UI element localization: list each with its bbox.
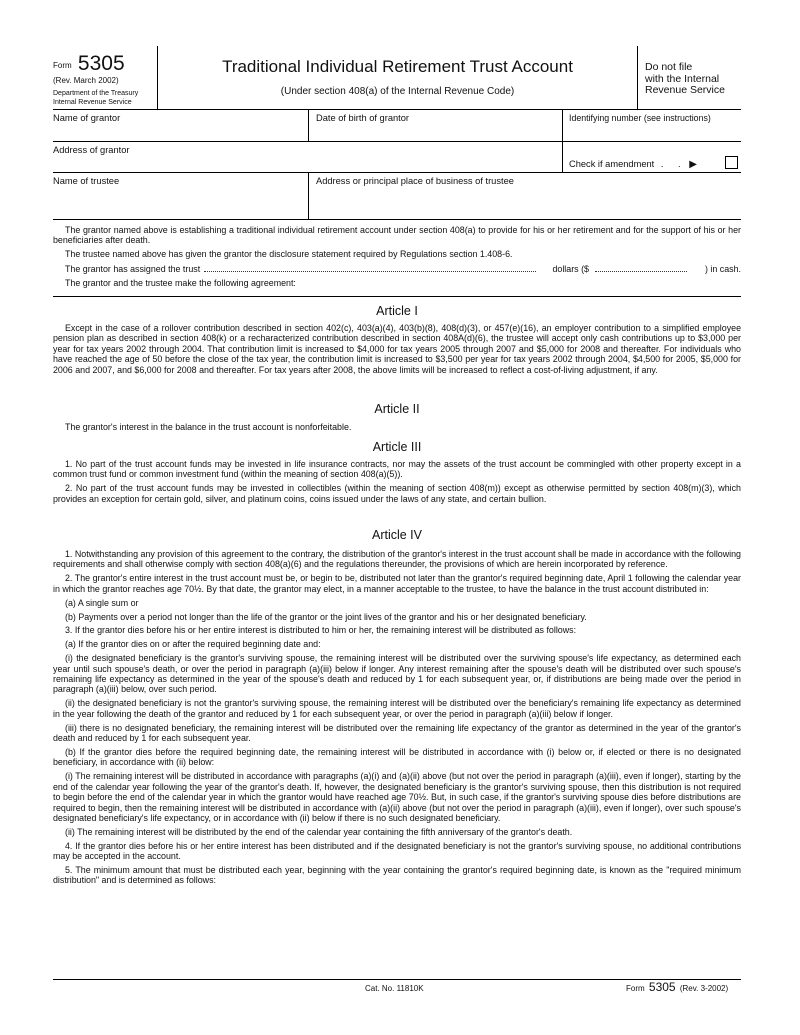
dept-treasury: Department of the Treasury <box>53 90 139 97</box>
address-of-trustee-label: Address or principal place of business of trustee <box>316 176 514 186</box>
article-4-paragraph-12: (ii) The remaining interest will be distributed by the end of the calendar year containing the fifth anniversary of the grantor's death. <box>65 826 573 837</box>
identifying-number-label: Identifying number (see instructions) <box>569 113 711 123</box>
amount-figure-field[interactable] <box>595 263 687 272</box>
article-4-paragraph-7: (i) the designated beneficiary is the grantor's surviving spouse, the remaining interest will be distributed over the surviving spouse's life expectancy, as determined each year until such spouse's death, or over the period in paragraph (a)(iii) below if longer. Any interest remaining after the spouse's death will be distributed over such spouse's remaining life expectancy as determined in the year of the spouse's death and reduced by 1 for each subsequent year, or, if distributions are being made over the period in paragraph (a)(iii) below, over such period. <box>53 653 741 695</box>
article-4-paragraph-9: (iii) there is no designated beneficiary, the remaining interest will be distributed over the remaining life expectancy of the grantor as determined in the year of the grantor's death and reduced by 1 for each subsequent year. <box>53 722 741 744</box>
article-4-paragraph-2: 2. The grantor's entire interest in the trust account must be, or begin to be, distributed not later than the grantor's required beginning date, April 1 following the calendar year in which the grantor reaches age 70½. By that date, the grantor may elect, in a manner acceptable to the trustee, to have the balance in the trust account distributed in: <box>53 573 741 594</box>
article-4-heading: Article IV <box>371 528 422 542</box>
article-3-paragraph-2: 2. No part of the trust account funds may be invested in collectibles (within the meaning of section 408(m)) except as otherwise permitted by section 408(m)(3), which provides an exception for certain gold, silver, and platinum coins, coins issued under the laws of any state, and certain bullion. <box>53 483 741 504</box>
notice-line-1: Do not file <box>645 61 693 73</box>
arrow-icon: ▶ <box>689 159 697 170</box>
article-4-paragraph-5: 3. If the grantor dies before his or her entire interest is distributed to him or her, the remaining interest will be distributed as follows: <box>65 625 577 636</box>
article-4-body <box>53 549 741 889</box>
footer-form-number: 5305 <box>648 980 676 994</box>
article-4-paragraph-11: (i) The remaining interest will be distributed in accordance with paragraphs (a)(i) and (a)(ii) above (but not over the period in paragraph (a)(iii), even if longer), starting by the end of the calendar year following the year of the grantor's death. If, however, the designated beneficiary is the grantor's surviving spouse, then this distribution is not required to begin before the end of the calendar year in which the grantor would have reached age 70½. But, in such case, if the grantor's surviving spouse dies before distributions are required to begin, then the remaining interest will be distributed in accordance with (a)(ii) above (but not over the period in paragraph (a)(iii), even if longer), over such spouse's designated beneficiary's life expectancy, or in accordance with (ii) below if there is no such designated beneficiary. <box>53 771 741 823</box>
intro-section <box>53 225 741 292</box>
article-2-paragraph: The grantor's interest in the balance in the trust account is nonforfeitable. <box>65 422 352 432</box>
article-1-body <box>53 323 741 379</box>
name-of-trustee-label: Name of trustee <box>53 176 120 186</box>
address-of-grantor-label: Address of grantor <box>53 145 130 155</box>
article-4-paragraph-6: (a) If the grantor dies on or after the required beginning date and: <box>65 639 321 650</box>
article-4-paragraph-14: 5. The minimum amount that must be distributed each year, beginning with the year containing the grantor's required beginning date, is known as the "required minimum distribution" and is determined as follows: <box>53 865 741 886</box>
article-4-paragraph-1: 1. Notwithstanding any provision of this agreement to the contrary, the distribution of the grantor's interest in the trust account shall be made in accordance with the following requirements and shall otherwise comply with section 408(a)(6) and the regulations thereunder, the provisions of which are herein incorporated by reference. <box>53 549 741 570</box>
check-if-amendment-label: Check if amendment . . ▶ <box>569 159 697 170</box>
form-label <box>53 52 125 76</box>
intro-paragraph-3 <box>53 263 741 274</box>
footer-rev: (Rev. 3-2002) <box>679 984 729 993</box>
article-3-heading: Article III <box>372 440 422 454</box>
in-cash-text: ) in cash. <box>704 264 741 275</box>
amendment-checkbox[interactable] <box>725 156 738 169</box>
catalog-number: Cat. No. 11810K <box>365 984 424 993</box>
article-4-paragraph-8: (ii) the designated beneficiary is not the grantor's surviving spouse, the remaining interest will be distributed over the beneficiary's remaining life expectancy as determined in the year following the death of the grantor and reduced by 1 for each subsequent year, or over the period in paragraph (a)(iii) below if longer. <box>53 698 741 719</box>
article-1-paragraph: Except in the case of a rollover contribution described in section 402(c), 403(a)(4), 403(b)(8), 408(d)(3), or 457(e)(16), an employer contribution to a simplified employee pension plan as described in section 408(k) or a recharacterized contribution described in section 408A(d)(6), the trustee will accept only cash contributions up to $3,000 per year for tax years 2002 through 2004. That contribution limit is increased to $4,000 for tax years 2005 through 2007 and $5,000 for 2008 and thereafter. For individuals who have reached the age of 50 before the close of the tax year, the contribution limit is increased to $3,500 per year for tax years 2002 through 2004, $4,500 for 2005, $5,000 for 2006 and 2007, and $6,000 for 2008 and thereafter. For tax years after 2008, the above limits will be increased to reflect a cost-of-living adjustment, if any. <box>53 323 741 375</box>
assigned-text: The grantor has assigned the trust <box>65 264 201 275</box>
page-title: Traditional Individual Retirement Trust Account <box>222 57 573 76</box>
intro-paragraph-2: The trustee named above has given the grantor the disclosure statement required by Regulations section 1.408-6. <box>65 249 513 260</box>
article-1-heading: Article I <box>376 304 418 318</box>
form-number: 5305 <box>77 52 125 75</box>
intro-paragraph-1: The grantor named above is establishing a traditional individual retirement account under section 408(a) to provide for his or her retirement and for the support of his or her beneficiaries after death. <box>53 225 741 246</box>
form-rev-date: (Rev. March 2002) <box>53 76 119 85</box>
article-3-paragraph-1: 1. No part of the trust account funds may be invested in life insurance contracts, nor may the assets of the trust account be commingled with other property except in a common trust fund or common investment fund (within the meaning of section 408(a)(5)). <box>53 459 741 480</box>
intro-paragraph-4: The grantor and the trustee make the following agreement: <box>65 278 296 289</box>
irs-label: Internal Revenue Service <box>53 99 132 106</box>
footer-form-word: Form <box>626 984 645 993</box>
dollars-text: dollars ($ <box>552 264 589 275</box>
amount-words-field[interactable] <box>204 263 536 272</box>
article-4-paragraph-13: 4. If the grantor dies before his or her entire interest has been distributed and if the designated beneficiary is not the grantor's surviving spouse, no additional contributions may be accepted in the account. <box>53 840 741 862</box>
name-of-grantor-label: Name of grantor <box>53 113 121 123</box>
article-4-paragraph-3: (a) A single sum or <box>65 597 139 608</box>
notice-line-3: Revenue Service <box>645 84 725 96</box>
do-not-file-notice <box>645 62 725 97</box>
article-4-paragraph-4: (b) Payments over a period not longer than the life of the grantor or the joint lives of the grantor and his or her designated beneficiary. <box>65 611 587 622</box>
article-2-heading: Article II <box>374 402 420 416</box>
notice-line-2: with the Internal <box>645 72 720 85</box>
page-subtitle: (Under section 408(a) of the Internal Revenue Code) <box>280 86 515 97</box>
footer-form-label <box>626 980 728 994</box>
article-2-body <box>53 422 741 436</box>
dob-of-grantor-label: Date of birth of grantor <box>316 113 410 123</box>
article-4-paragraph-10: (b) If the grantor dies before the required beginning date, the remaining interest will be distributed in accordance with (i) below or, if elected or there is no designated beneficiary, in accordance with (ii) below: <box>53 747 741 768</box>
amendment-text: Check if amendment <box>569 159 655 169</box>
form-word: Form <box>53 61 72 70</box>
article-3-body <box>53 459 741 508</box>
